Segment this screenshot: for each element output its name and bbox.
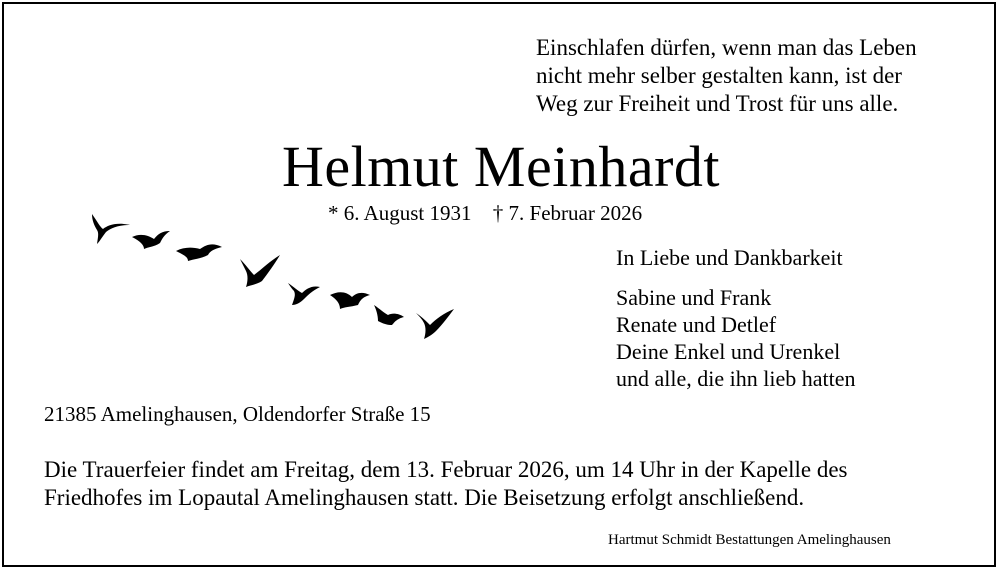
mourners-intro: In Liebe und Dankbarkeit xyxy=(616,245,843,270)
quote-line: nicht mehr selber gestalten kann, ist der xyxy=(536,63,902,88)
undertaker-credit: Hartmut Schmidt Bestattungen Amelinghausen xyxy=(608,532,891,548)
bird-icon xyxy=(330,292,370,309)
mourner-line: Sabine und Frank xyxy=(616,285,772,310)
flying-birds-icon xyxy=(84,209,464,344)
bird-icon xyxy=(176,244,222,261)
death-date: † 7. Februar 2026 xyxy=(492,201,643,225)
mourner-line: und alle, die ihn lieb hatten xyxy=(616,366,856,391)
ceremony-info xyxy=(44,456,848,512)
quote-line: Weg zur Freiheit und Trost für uns alle. xyxy=(536,91,899,116)
bird-icon xyxy=(240,255,280,287)
bird-icon xyxy=(132,231,170,249)
deceased-name: Helmut Meinhardt xyxy=(281,134,721,199)
memorial-quote xyxy=(536,34,986,118)
ceremony-line: Die Trauerfeier findet am Freitag, dem 13. Februar 2026, um 14 Uhr in der Kapelle des xyxy=(44,457,848,482)
birth-date: * 6. August 1931 xyxy=(328,201,472,225)
bird-icon xyxy=(92,214,130,244)
obituary-notice xyxy=(2,2,996,567)
mourner-line: Renate und Detlef xyxy=(616,312,777,337)
bird-icon xyxy=(374,305,404,325)
bird-icon xyxy=(288,283,320,305)
bird-icon xyxy=(416,309,454,339)
quote-line: Einschlafen dürfen, wenn man das Leben xyxy=(536,35,917,60)
address: 21385 Amelinghausen, Oldendorfer Straße 15 xyxy=(44,402,431,426)
ceremony-line: Friedhofes im Lopautal Amelinghausen statt. Die Beisetzung erfolgt anschließend. xyxy=(44,485,805,510)
mourner-line: Deine Enkel und Urenkel xyxy=(616,339,841,364)
mourners-block xyxy=(616,244,856,392)
